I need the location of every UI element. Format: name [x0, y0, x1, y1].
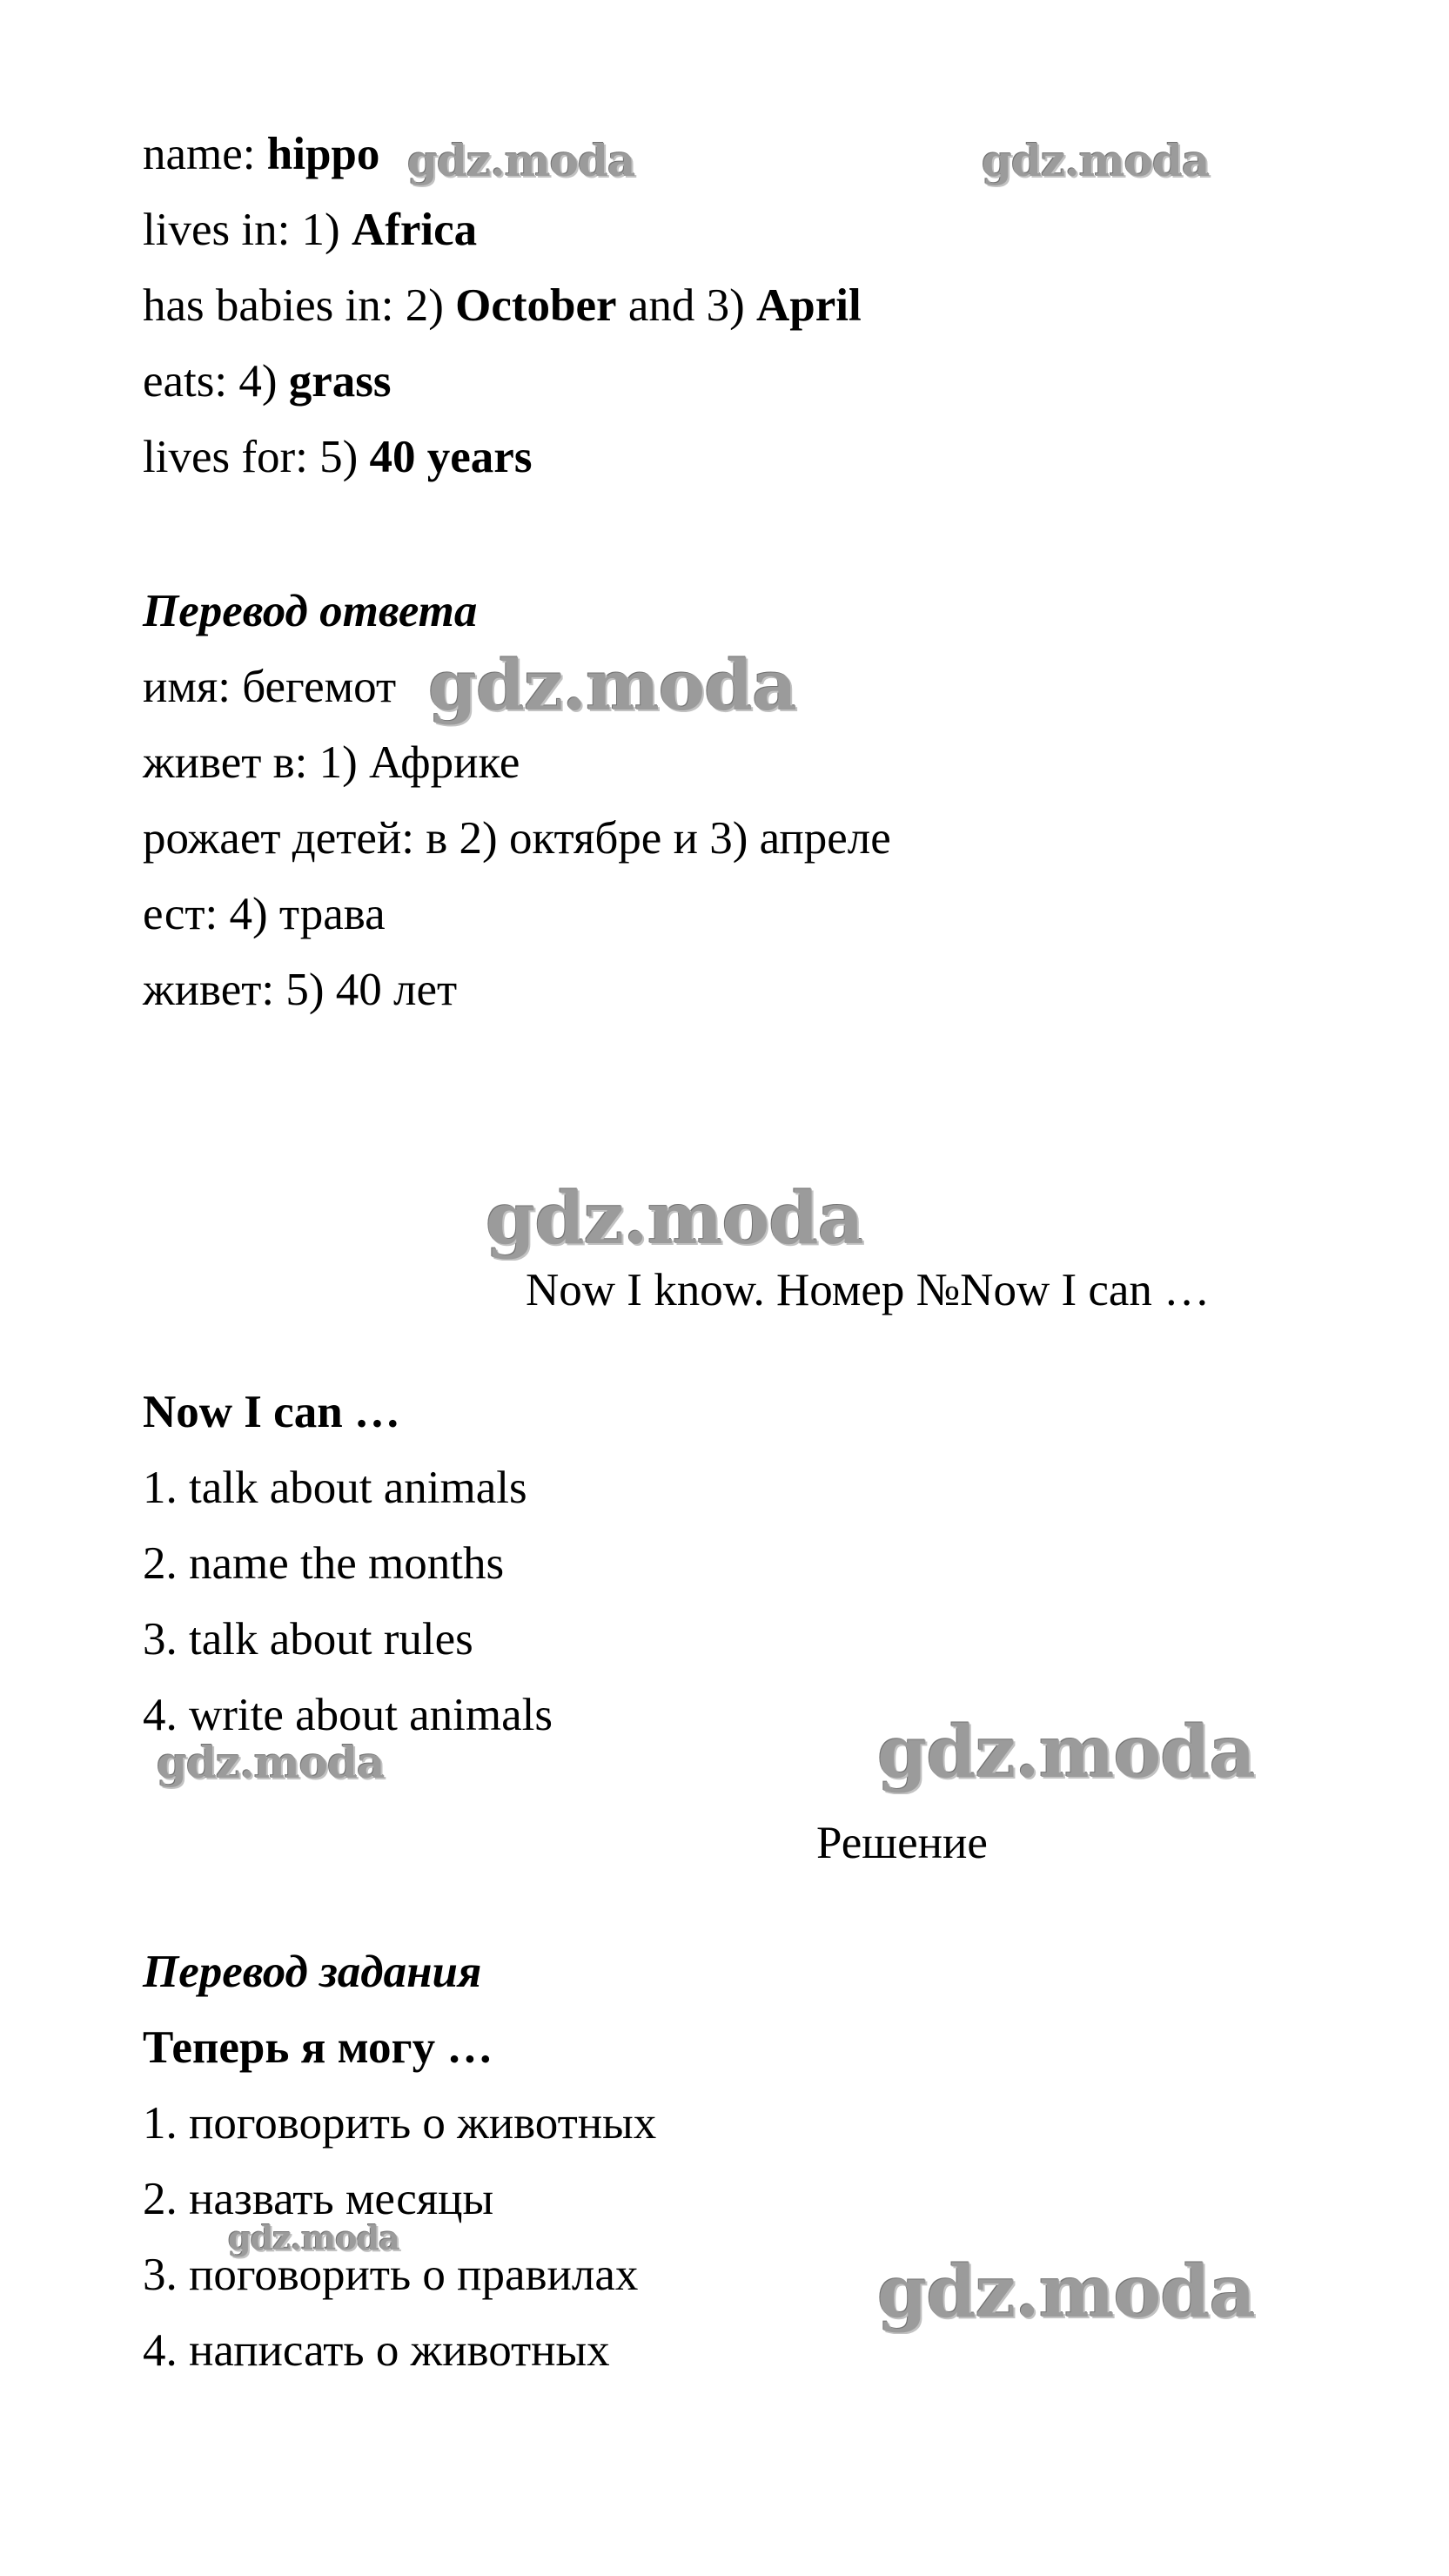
translation-line: ест: 4) трава [143, 889, 386, 939]
task-translation-heading: Перевод задания [143, 1947, 482, 1997]
task-item: 2. name the months [143, 1538, 505, 1589]
watermark: gdz.moda [428, 644, 796, 726]
task-translation-item: 3. поговорить о правилах [143, 2250, 639, 2300]
lives-for-value: 40 years [369, 432, 533, 482]
answer-eats-line [143, 353, 392, 409]
babies-and: and 3) [627, 280, 745, 331]
task-title: Now I know. Номер №Now I can … [526, 1265, 1211, 1315]
task-translation-item: 1. поговорить о животных [143, 2098, 657, 2149]
watermark: gdz.moda [486, 1177, 863, 1261]
watermark: gdz.moda [407, 135, 635, 186]
solution-label: Решение [816, 1818, 988, 1868]
task-translation-item: 2. назвать месяцы [143, 2174, 494, 2224]
watermark: gdz.moda [877, 1711, 1255, 1794]
task-translation-item: 4. написать о животных [143, 2325, 610, 2376]
lives-for-label: lives for: 5) [143, 432, 359, 482]
task-item: 3. talk about rules [143, 1614, 473, 1665]
babies-value-2: April [756, 280, 862, 331]
name-value: hippo [266, 129, 380, 179]
watermark: gdz.moda [157, 1737, 385, 1788]
translation-line: имя: бегемот [143, 662, 397, 712]
answer-lives-in-line [143, 202, 477, 258]
task-translation-subheading: Теперь я могу … [143, 2022, 493, 2073]
watermark: gdz.moda [982, 135, 1210, 186]
babies-value-1: October [455, 280, 617, 331]
translation-line: живет в: 1) Африке [143, 737, 520, 788]
name-label: name: [143, 129, 256, 179]
task-item: 4. write about animals [143, 1690, 553, 1740]
answer-babies-line [143, 278, 862, 333]
lives-in-label: lives in: 1) [143, 205, 340, 255]
eats-value: grass [288, 356, 392, 407]
answer-translation-heading: Перевод ответа [143, 586, 478, 636]
watermark: gdz.moda [877, 2250, 1255, 2334]
answer-name-line [143, 126, 379, 182]
translation-line: рожает детей: в 2) октябре и 3) апреле [143, 813, 891, 864]
translation-line: живет: 5) 40 лет [143, 965, 458, 1015]
task-item: 1. talk about animals [143, 1463, 527, 1513]
lives-in-value: Africa [351, 205, 478, 255]
watermark: gdz.moda [228, 2218, 399, 2257]
eats-label: eats: 4) [143, 356, 278, 407]
task-heading: Now I can … [143, 1387, 400, 1437]
babies-label: has babies in: 2) [143, 280, 444, 331]
answer-lives-for-line [143, 429, 532, 485]
